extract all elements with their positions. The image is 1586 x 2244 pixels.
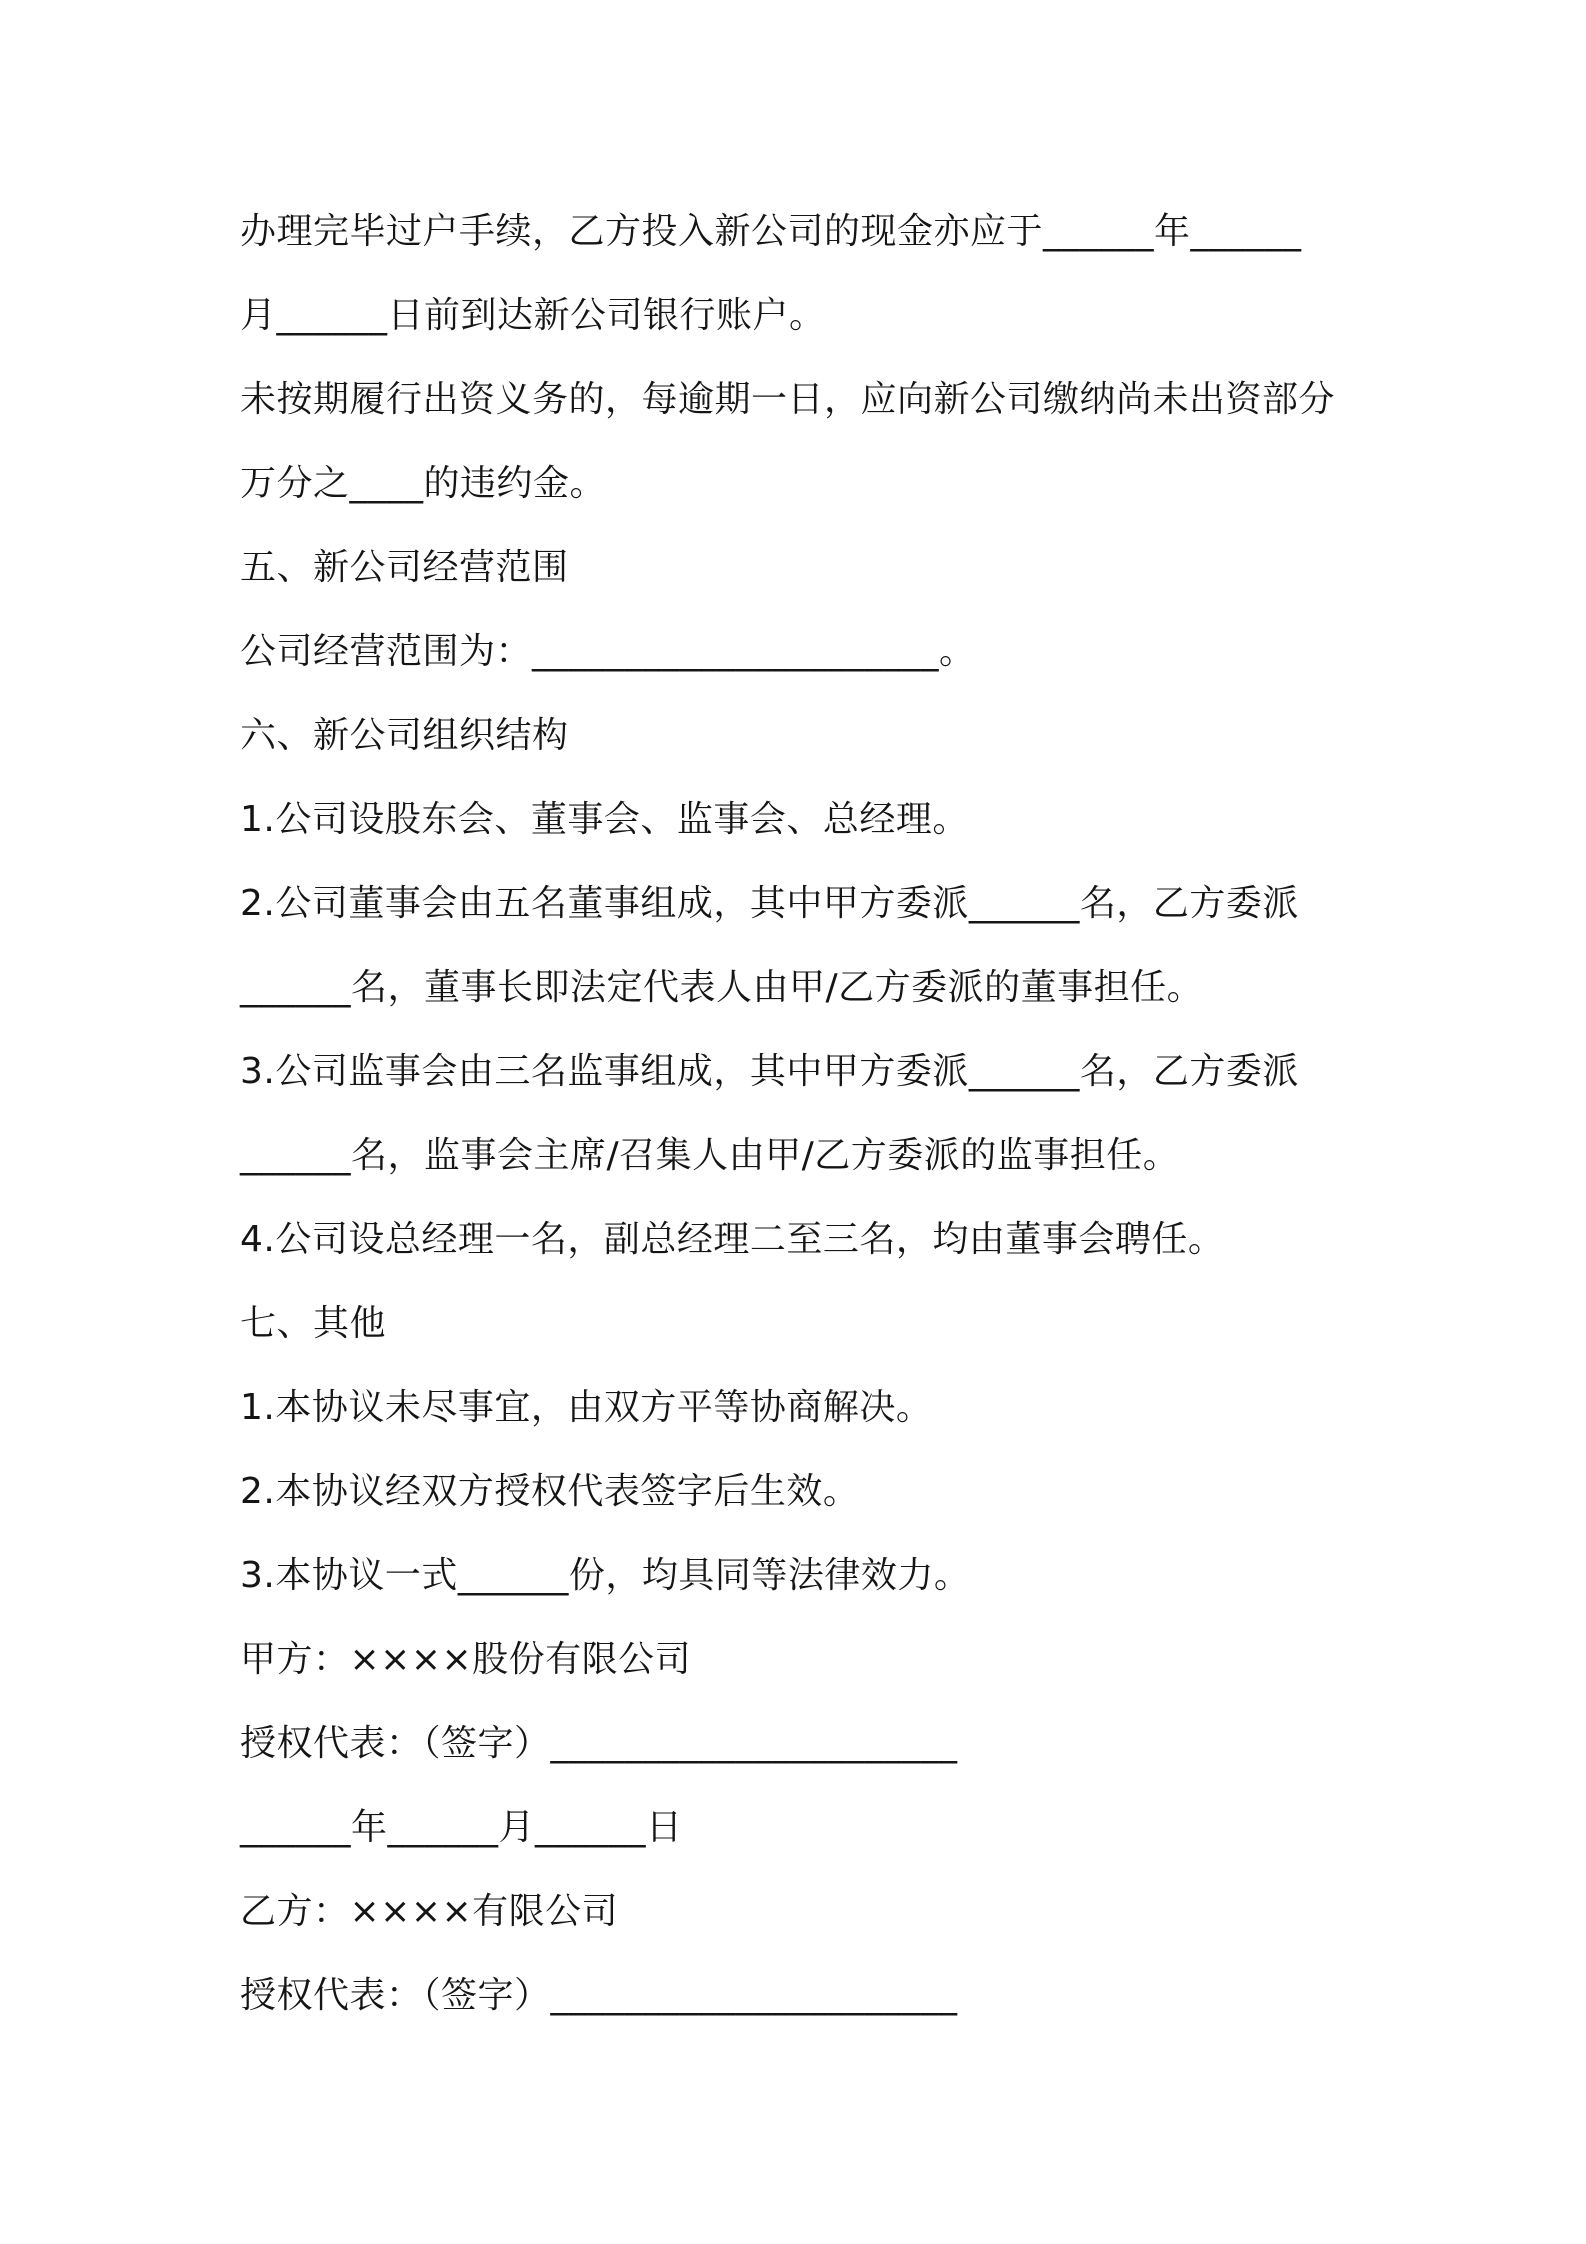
clause-unresolved-matters: 1.本协议未尽事宜，由双方平等协商解决。 <box>240 1387 933 1428</box>
clause-board-composition: 2.公司董事会由五名董事组成，其中甲方委派______名，乙方委派 <box>240 883 1299 924</box>
text-line-contribution-transfer: 办理完毕过户手续，乙方投入新公司的现金亦应于______年______ <box>240 211 1302 252</box>
clause-effectiveness: 2.本协议经双方授权代表签字后生效。 <box>240 1471 860 1512</box>
section-heading-business-scope: 五、新公司经营范围 <box>240 547 569 588</box>
party-a-name: 甲方：××××股份有限公司 <box>240 1639 692 1680</box>
party-b-signature-line: 授权代表：（签字）______________________ <box>240 1975 958 2016</box>
text-line-late-payment: 未按期履行出资义务的，每逾期一日，应向新公司缴纳尚未出资部分 <box>240 379 1336 420</box>
party-a-date-line: ______年______月______日 <box>240 1807 683 1848</box>
clause-supervisory-chairman: ______名，监事会主席/召集人由甲/乙方委派的监事担任。 <box>240 1135 1180 1176</box>
document-body <box>240 190 1360 2038</box>
clause-supervisory-composition: 3.公司监事会由三名监事组成，其中甲方委派______名，乙方委派 <box>240 1051 1299 1092</box>
party-b-name: 乙方：××××有限公司 <box>240 1891 619 1932</box>
clause-general-manager: 4.公司设总经理一名，副总经理二至三名，均由董事会聘任。 <box>240 1219 1225 1260</box>
party-a-signature-line: 授权代表：（签字）______________________ <box>240 1723 958 1764</box>
text-line-penalty-rate: 万分之____的违约金。 <box>240 463 607 504</box>
clause-governance-bodies: 1.公司设股东会、董事会、监事会、总经理。 <box>240 799 969 840</box>
section-heading-organization: 六、新公司组织结构 <box>240 715 569 756</box>
section-heading-other: 七、其他 <box>240 1303 387 1344</box>
text-line-business-scope: 公司经营范围为：______________________。 <box>240 631 976 672</box>
clause-copies: 3.本协议一式______份，均具同等法律效力。 <box>240 1555 971 1596</box>
text-line-bank-account-deadline: 月______日前到达新公司银行账户。 <box>240 295 826 336</box>
clause-board-chairman: ______名，董事长即法定代表人由甲/乙方委派的董事担任。 <box>240 967 1204 1008</box>
